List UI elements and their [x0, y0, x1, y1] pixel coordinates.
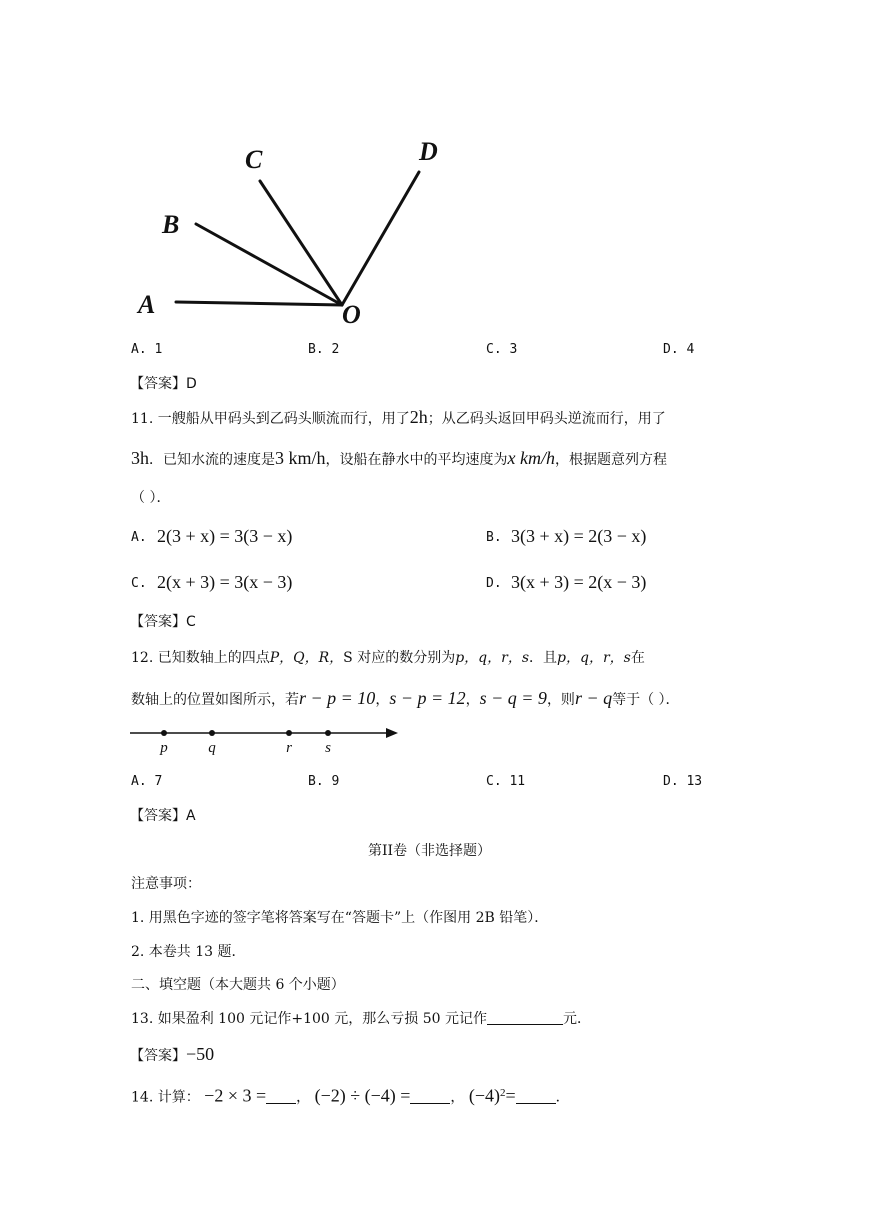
q13-answer: 【答案】−50	[130, 1044, 215, 1064]
part2-heading: 二、填空题（本大题共 6 个小题）	[131, 977, 345, 993]
q11-option-d-eq: 3(x + 3) = 2(x − 3)	[511, 572, 647, 592]
q14-blank-3	[516, 1089, 556, 1104]
axis-arrow	[386, 728, 398, 738]
q10-option-c: C. 3	[486, 342, 518, 357]
angle-figure	[130, 130, 460, 330]
point-r	[286, 730, 292, 736]
number-line	[128, 722, 408, 758]
q11-line1: 11. 一艘船从甲码头到乙码头顺流而行，用了2h；从乙码头返回甲码头逆流而行，用了	[131, 407, 666, 427]
q11-option-b-eq: 3(3 + x) = 2(3 − x)	[511, 526, 647, 546]
label-O: O	[342, 300, 361, 329]
q12-line1: 12. 已知数轴上的四点P，Q，R，S 对应的数分别为p，q，r，s．且p，q，r，s在	[131, 650, 645, 666]
q11-line2: 3h．已知水流的速度是3 km/h，设船在静水中的平均速度为x km/h，根据题意列方程	[131, 448, 667, 468]
section2-title: 第II卷（非选择题）	[368, 843, 492, 859]
ray-OD	[342, 172, 419, 305]
note-2: 2. 本卷共 13 题．	[131, 944, 246, 960]
point-q	[209, 730, 215, 736]
note-1: 1. 用黑色字迹的签字笔将答案写在“答题卡”上（作图用 2B 铅笔）．	[131, 910, 549, 926]
point-label-q: q	[208, 740, 216, 756]
label-D: D	[419, 137, 438, 166]
q12-option-a: A. 7	[131, 774, 163, 789]
q11-option-c-eq: 2(x + 3) = 3(x − 3)	[157, 572, 293, 592]
q10-option-a: A. 1	[131, 342, 163, 357]
q10-option-d: D. 4	[663, 342, 695, 357]
q14-blank-2	[410, 1089, 450, 1104]
q12-answer: 【答案】A	[130, 808, 196, 824]
point-label-r: r	[286, 740, 292, 756]
q11-answer: 【答案】C	[130, 614, 196, 630]
point-s	[325, 730, 331, 736]
label-A: A	[138, 290, 156, 319]
q12-option-b: B. 9	[308, 774, 340, 789]
q11-option-d-label: D.	[486, 576, 502, 591]
q13-blank	[487, 1010, 563, 1025]
q11-option-b-label: B.	[486, 530, 502, 545]
point-p	[161, 730, 167, 736]
q11-option-a-eq: 2(3 + x) = 3(3 − x)	[157, 526, 293, 546]
point-label-p: p	[160, 740, 168, 756]
q14-blank-1	[266, 1089, 296, 1104]
q13-text: 13. 如果盈利 100 元记作+100 元，那么亏损 50 元记作 元．	[131, 1011, 591, 1027]
q12-option-d: D. 13	[663, 774, 703, 789]
point-label-s: s	[325, 740, 331, 756]
ray-OB	[196, 224, 342, 305]
notes-title: 注意事项：	[131, 876, 201, 892]
q12-line2: 数轴上的位置如图所示，若r − p = 10，s − p = 12，s − q = 9，则r − q等于（ ）．	[131, 688, 680, 708]
q14-text: 14. 计算： −2 × 3 = ， (−2) ÷ (−4) = ， $(-4)^2=$ ．	[131, 1085, 570, 1106]
ray-OA	[176, 302, 342, 305]
q11-option-c-label: C.	[131, 576, 147, 591]
label-B: B	[162, 210, 180, 239]
q11-option-a-label: A.	[131, 530, 147, 545]
q10-option-b: B. 2	[308, 342, 340, 357]
q10-answer: 【答案】D	[130, 376, 197, 392]
ray-OC	[260, 181, 342, 305]
label-C: C	[245, 145, 263, 174]
q12-option-c: C. 11	[486, 774, 526, 789]
q11-line3: （ ）．	[131, 490, 171, 506]
